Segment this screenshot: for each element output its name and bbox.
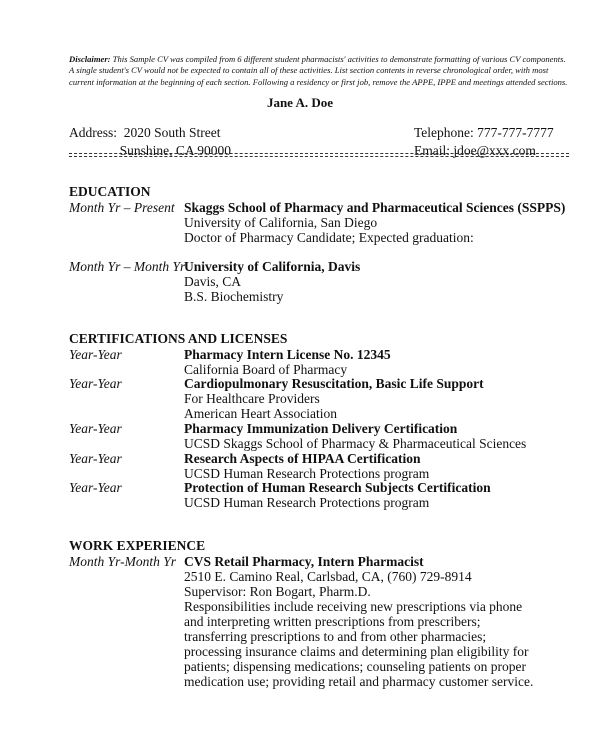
entry-line: American Heart Association — [184, 406, 337, 421]
entry-line: For Healthcare Providers — [184, 391, 320, 406]
entry-description: Responsibilities include receiving new prescriptions via phone and interpreting written prescriptions from prescribers; transferring prescriptions to and from other pharmacies; processing insurance claims and determining plan eligibility for patients; dispensing medications; counseling patients on proper medication use; providing retail and pharmacy customer service. — [184, 599, 534, 689]
entry-date: Year-Year — [69, 421, 122, 436]
entry-title: Pharmacy Immunization Delivery Certification — [184, 421, 458, 436]
entry-line: University of California, San Diego — [184, 215, 378, 230]
entry-date: Year-Year — [69, 347, 122, 362]
entry-title: Protection of Human Research Subjects Certification — [184, 480, 491, 495]
entry-line: UCSD Human Research Protections program — [184, 466, 430, 481]
entry-date: Year-Year — [69, 480, 122, 495]
entry-date: Year-Year — [69, 451, 122, 466]
disclaimer — [69, 54, 569, 88]
divider-rule — [69, 153, 569, 157]
section-title-work: WORK EXPERIENCE — [69, 538, 206, 553]
entry-line: Doctor of Pharmacy Candidate; Expected graduation: — [184, 230, 474, 245]
entry-line: 2510 E. Camino Real, Carlsbad, CA, (760) 729-8914 — [184, 569, 472, 584]
entry-line: B.S. Biochemistry — [184, 289, 284, 304]
entry-title: Cardiopulmonary Resuscitation, Basic Life Support — [184, 376, 484, 391]
address-line-1: Address: 2020 South Street — [69, 125, 221, 140]
disclaimer-text: This Sample CV was compiled from 6 different student pharmacists' activities to demonstrate formatting of various CV components. A single student's CV would not be expected to contain all of these activities. List section contents in reverse chronological order, with most current information at the beginning of each section. Following a residency or first job, remove the APPE, IPPE and meetings attended sections. — [69, 54, 568, 87]
entry-title: Research Aspects of HIPAA Certification — [184, 451, 421, 466]
disclaimer-label: Disclaimer: — [69, 54, 111, 64]
candidate-name: Jane A. Doe — [266, 95, 334, 110]
entry-date: Month Yr-Month Yr — [69, 554, 176, 569]
telephone: Telephone: 777-777-7777 — [414, 125, 554, 140]
entry-line: Davis, CA — [184, 274, 241, 289]
section-title-education: EDUCATION — [69, 184, 151, 199]
entry-line: California Board of Pharmacy — [184, 362, 348, 377]
section-title-certifications: CERTIFICATIONS AND LICENSES — [69, 331, 288, 346]
entry-date: Month Yr – Present — [69, 200, 175, 215]
entry-title: University of California, Davis — [184, 259, 361, 274]
entry-title: Pharmacy Intern License No. 12345 — [184, 347, 391, 362]
entry-title: CVS Retail Pharmacy, Intern Pharmacist — [184, 554, 424, 569]
entry-date: Year-Year — [69, 376, 122, 391]
email: Email: jdoe@xxx.com — [414, 143, 536, 158]
entry-line: UCSD Skaggs School of Pharmacy & Pharmaceutical Sciences — [184, 436, 527, 451]
address-line-2: Sunshine, CA 90000 — [69, 143, 232, 158]
entry-title: Skaggs School of Pharmacy and Pharmaceutical Sciences (SSPPS) — [184, 200, 566, 215]
entry-line: Supervisor: Ron Bogart, Pharm.D. — [184, 584, 371, 599]
entry-date: Month Yr – Month Yr — [69, 259, 186, 274]
entry-line: UCSD Human Research Protections program — [184, 495, 430, 510]
